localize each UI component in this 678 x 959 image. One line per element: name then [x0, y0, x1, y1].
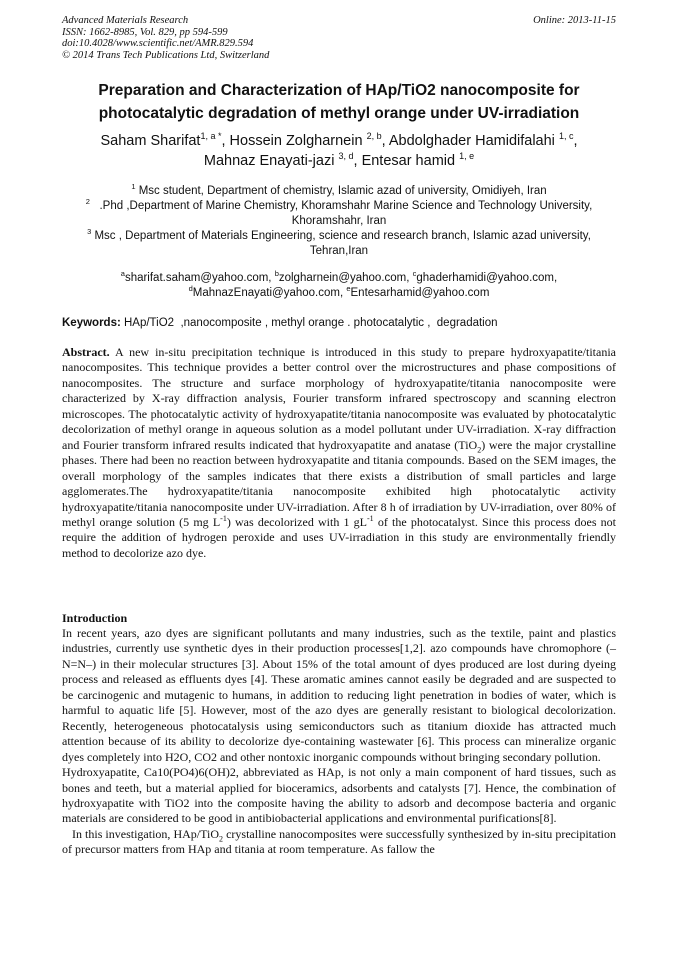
affiliation-number: 1	[131, 182, 136, 192]
author-mark: 1, e	[459, 151, 475, 162]
author-line-1	[62, 131, 616, 151]
email-mark: b	[274, 269, 279, 279]
intro-sub: 2	[219, 834, 224, 844]
abstract-paragraph	[62, 345, 616, 561]
abstract-text-3: ) was decolorized with 1 gL	[226, 514, 367, 529]
affiliation-text: .Phd ,Department of Marine Chemistry, Khoramshahr Marine Science and Technology University, Khoramshahr, Iran	[99, 200, 593, 227]
author-name: Entesar hamid	[361, 153, 456, 169]
intro-text-b: crystalline nanocomposites were successfully synthesized by in-situ precipitation of precursor matters from HAp and titania at room temperature. As fallow the	[62, 826, 616, 857]
abstract-text-2: ) were the major crystalline phases. There had been no reaction between hydroxyapatite and titania compounds. Based on the SEM images, the overall morphology of the samples indicates that there exists a distribution of small particles and large agglomerates.The hydroxyapatite/titania nanocomposite exhibited high photocatalytic activity hydroxyapatite/titania nanocomposite under UV-irradiation. After 8 h of irradiation by UV-irradiation, over 80% of methyl orange solution (5 mg L	[62, 437, 616, 529]
paper-title	[62, 79, 616, 125]
copyright-line: © 2014 Trans Tech Publications Ltd, Switzerland	[62, 49, 270, 61]
keywords-label: Keywords:	[62, 317, 121, 329]
abstract-label: Abstract.	[62, 345, 110, 359]
email-mark: c	[412, 269, 417, 279]
title-line-2: photocatalytic degradation of methyl orange under UV-irradiation	[98, 105, 580, 122]
email-address[interactable]: MahnazEnayati@yahoo.com	[192, 287, 340, 299]
email-address[interactable]: zolgharnein@yahoo.com	[278, 272, 407, 284]
affiliation-number: 3	[87, 227, 92, 237]
abstract-sup: -1	[367, 513, 374, 523]
email-sep: ,	[406, 272, 413, 284]
affiliation-number: 2	[85, 197, 90, 207]
affiliation-text: Msc , Department of Materials Engineering, science and research branch, Islamic azad university, Tehran,Iran	[94, 230, 591, 257]
author-mark: 3, d	[338, 151, 354, 162]
author-sep: ,	[221, 133, 230, 149]
title-line-1: Preparation and Characterization of HAp/TiO2 nanocomposite for	[98, 82, 580, 99]
online-date: Online: 2013-11-15	[533, 15, 616, 26]
abstract-sup: -1	[220, 513, 227, 523]
author-sep: ,	[381, 133, 389, 149]
author-line-2	[62, 151, 616, 171]
introduction-section	[62, 626, 616, 858]
doi-line: doi:10.4028/www.scientific.net/AMR.829.594	[62, 38, 254, 49]
introduction-heading: Introduction	[62, 611, 128, 625]
author-mark: 1, a *	[200, 131, 222, 142]
abstract-section	[62, 345, 616, 561]
email-mark: e	[346, 284, 351, 294]
author-name: Mahnaz Enayati-jazi	[203, 153, 335, 169]
author-mark: 1, c	[558, 131, 574, 142]
email-mark: d	[188, 284, 193, 294]
email-sep: ,	[268, 272, 275, 284]
affiliation-3	[62, 229, 616, 259]
email-sep: ,	[554, 272, 558, 284]
affiliation-1	[62, 184, 616, 199]
intro-paragraph-1: In recent years, azo dyes are significant pollutants and many industries, such as the textile, paint and plastics industries, currently use synthetic dyes in their production processes[1,2]. azo compounds have chromophore (–N=N–) in their molecular structures [3]. About 15% of the total amount of dyes produced are lost during dyeing process and released as effluents dyes [4]. These aromatic amines cannot easily be degraded and are suspected to be carcinogenic and mutagenic to humans, in addition to reducing light penetration in bodies of water, which is harmful to aquatic life [5]. However, most of the azo dyes are generally resistant to biological decolorization. Recently, heterogeneous photocatalysis using semiconductors such as titanium dioxide has attracted much attention because of its ability to decolorize dye-containing wastewater [6]. This process can mineralize organic dyes completely into H2O, CO2 and other nontoxic inorganic compounds without bringing secondary pollution.	[62, 626, 616, 764]
email-line-2	[62, 286, 616, 301]
email-address[interactable]: sharifat.saham@yahoo.com	[124, 272, 269, 284]
author-name: Saham Sharifat	[100, 133, 201, 149]
email-address[interactable]: ghaderhamidi@yahoo.com	[416, 272, 555, 284]
affiliation-list	[62, 184, 616, 259]
email-line-1	[62, 271, 616, 286]
abstract-sub: 2	[477, 445, 482, 455]
email-list	[62, 271, 616, 301]
author-sep: ,	[353, 153, 362, 169]
email-sep: ,	[339, 287, 347, 299]
journal-name: Advanced Materials Research	[62, 15, 189, 26]
affiliation-text: Msc student, Department of chemistry, Islamic azad of university, Omidiyeh, Iran	[138, 185, 547, 197]
email-mark: a	[120, 269, 125, 279]
author-mark: 2, b	[366, 131, 382, 142]
author-name: Hossein Zolgharnein	[229, 133, 363, 149]
issn-line: ISSN: 1662-8985, Vol. 829, pp 594-599	[62, 26, 228, 38]
email-address[interactable]: Entesarhamid@yahoo.com	[350, 287, 490, 299]
intro-paragraph-3	[62, 827, 616, 858]
keywords-text: HAp/TiO2 ,nanocomposite , methyl orange . photocatalytic , degradation	[120, 317, 498, 329]
intro-text-a: In this investigation, HAp/TiO	[72, 826, 220, 841]
author-list	[62, 131, 616, 171]
abstract-text-4: of the photocatalyst. Since this process does not require the addition of hydrogen peroxide and uses UV-irradiation in this study are environmentally friendly method to decolorize azo dye.	[62, 514, 616, 560]
abstract-text-1: A new in-situ precipitation technique is introduced in this study to prepare hydroxyapatite/titania nanocomposites. This technique provides a better control over the microstructures and phase compositions of nanocomposites. The structure and surface morphology of hydroxyapatite/titania nanocomposite were characterized by X-ray diffraction analysis, Fourier transform infrared spectroscopy and scanning electron microscopes. The photocatalytic activity of hydroxyapatite/titania nanocomposite was evaluated by photocatalytic decolorization of methyl orange in aqueous solution as a model pollutant under UV-irradiation. X-ray diffraction and Fourier transform infrared results indicated that hydroxyapatite and anatase (TiO	[62, 345, 616, 452]
journal-header	[62, 15, 616, 61]
author-sep: ,	[573, 133, 578, 149]
intro-paragraph-2: Hydroxyapatite, Ca10(PO4)6(OH)2, abbreviated as HAp, is not only a main component of hard tissues, such as bones and teeth, but a material applied for bioceramics, adsorbents and catalysts [7]. Hence, the combination of hydroxyapatite with TiO2 into the composite having the ability to adsorb and decompose bacteria and organic materials are considered to be good in antibiobacterial applications and environmental purifications[8].	[62, 765, 616, 826]
affiliation-2	[62, 199, 616, 229]
keywords-line	[62, 316, 616, 331]
author-name: Abdolghader Hamidifalahi	[388, 133, 555, 149]
